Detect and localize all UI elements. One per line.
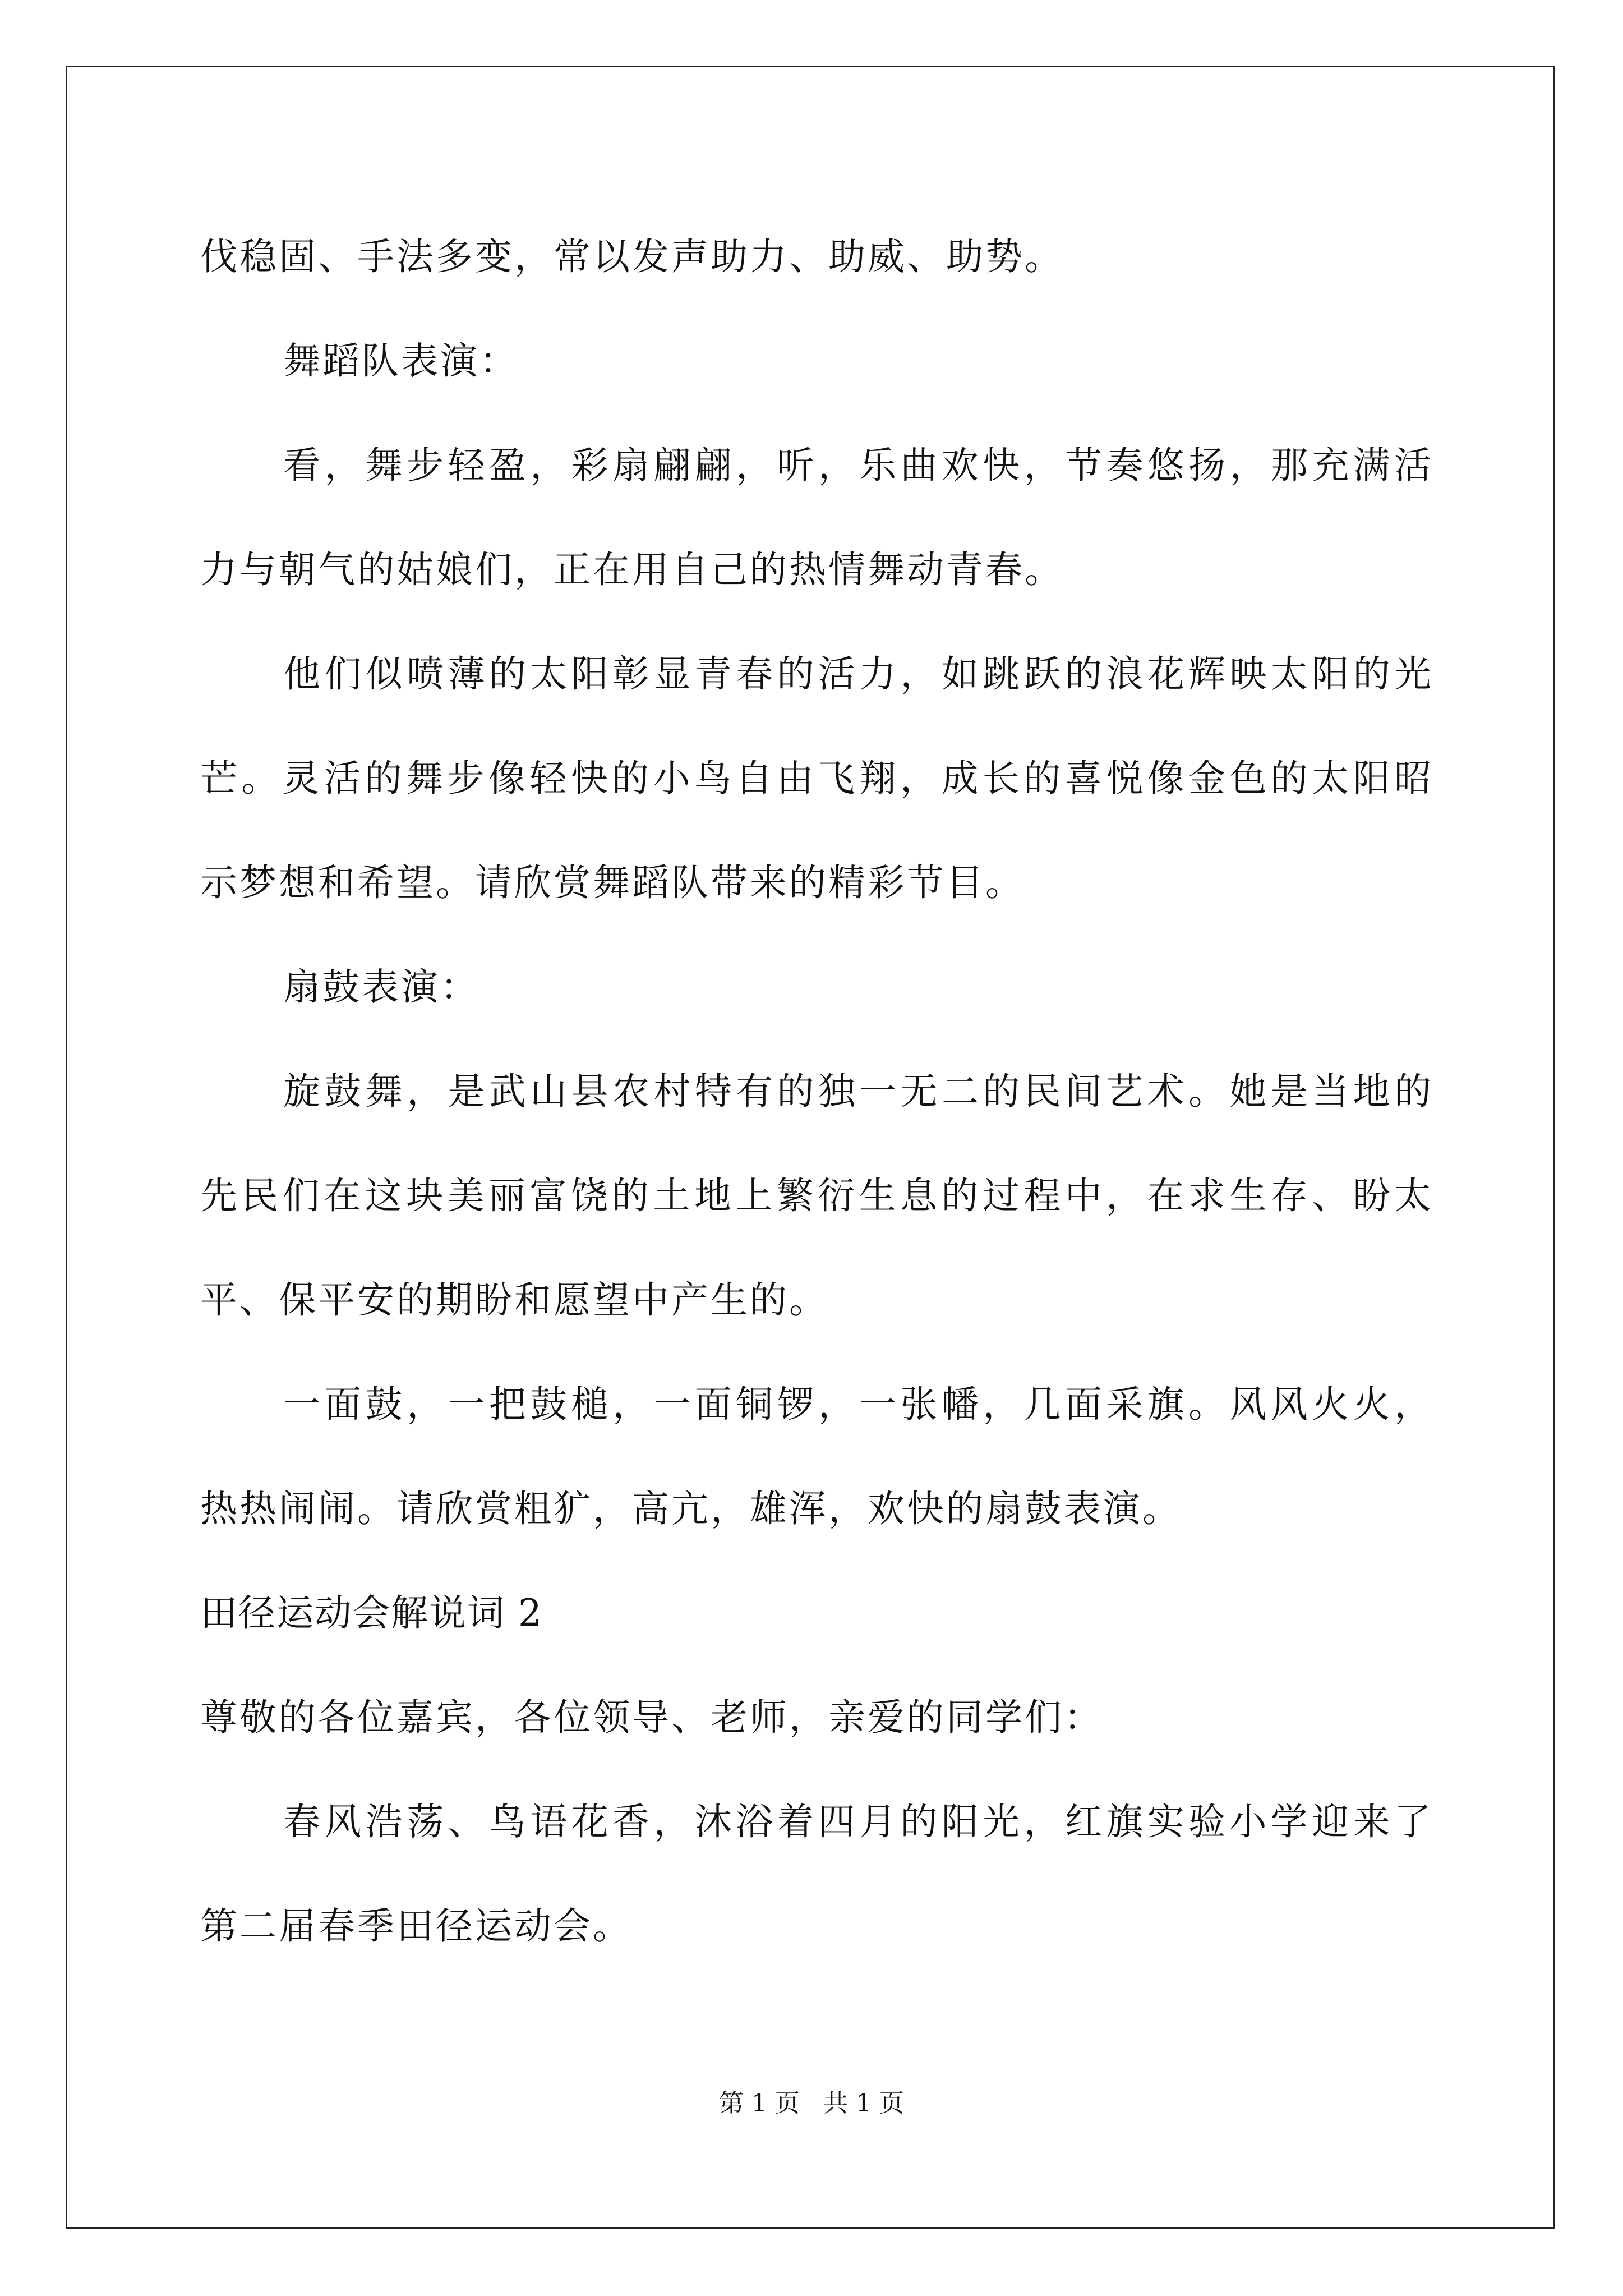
paragraph-line: 芒。灵活的舞步像轻快的小鸟自由飞翔，成长的喜悦像金色的太阳昭 [200,757,1431,800]
salutation-line: 尊敬的各位嘉宾，各位领导、老师，亲爱的同学们： [200,1696,1103,1739]
paragraph-line: 第二届春季田径运动会。 [200,1904,632,1948]
section-label: 舞蹈队表演： [283,339,519,383]
paragraph-line: 示梦想和希望。请欣赏舞蹈队带来的精彩节目。 [200,861,1025,904]
paragraph-line: 平、保平安的期盼和愿望中产生的。 [200,1278,828,1322]
paragraph-line: 力与朝气的姑娘们，正在用自己的热情舞动青春。 [200,548,1064,591]
section-label: 扇鼓表演： [283,965,479,1009]
paragraph-line: 他们似喷薄的太阳彰显青春的活力，如跳跃的浪花辉映太阳的光 [283,652,1431,696]
paragraph-line: 热热闹闹。请欣赏粗犷，高亢，雄浑，欢快的扇鼓表演。 [200,1487,1182,1530]
page-footer: 第 1 页 共 1 页 [719,2089,904,2118]
section-heading: 田径运动会解说词 2 [200,1591,543,1635]
paragraph-line: 旋鼓舞，是武山县农村特有的独一无二的民间艺术。她是当地的 [283,1070,1431,1113]
paragraph-line: 伐稳固、手法多变，常以发声助力、助威、助势。 [200,235,1064,278]
paragraph-line: 春风浩荡、鸟语花香，沐浴着四月的阳光，红旗实验小学迎来了 [283,1800,1431,1843]
paragraph-line: 先民们在这块美丽富饶的土地上繁衍生息的过程中，在求生存、盼太 [200,1174,1431,1217]
paragraph-line: 一面鼓，一把鼓槌，一面铜锣，一张幡，几面采旗。风风火火， [283,1383,1431,1426]
paragraph-line: 看，舞步轻盈，彩扇翩翩，听，乐曲欢快，节奏悠扬，那充满活 [283,444,1431,487]
